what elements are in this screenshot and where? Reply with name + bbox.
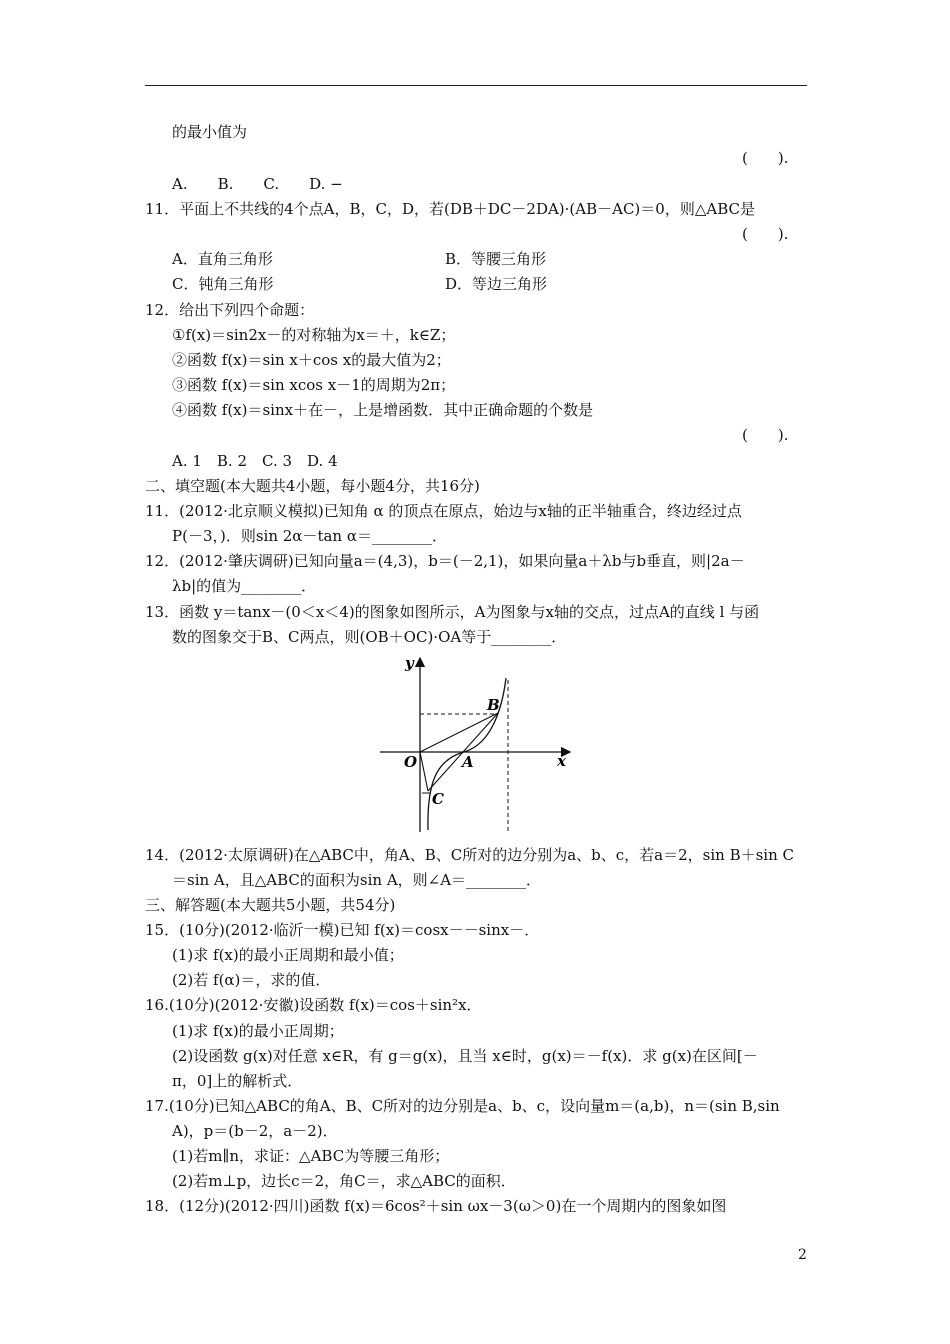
solve-16-part2: (2)设函数 g(x)对任意 x∈R，有 g＝g(x)，且当 x∈时，g(x)＝－f(x)．求 g(x)在区间[－ — [172, 1047, 758, 1065]
point-a-label: A — [462, 753, 474, 771]
fill-11: 11．(2012·北京顺义模拟)已知角 α 的顶点在原点，始边与x轴的正半轴重合，终边经过点 — [145, 502, 742, 520]
answer-paren: ( ). — [742, 426, 789, 444]
point-c-label: C — [432, 790, 444, 808]
text-line: 的最小值为 — [172, 123, 248, 141]
options-line: A. 1 B. 2 C. 3 D. 4 — [172, 452, 338, 470]
question-11: 11．平面上不共线的4个点A，B，C，D，若(DB＋DC－2DA)·(AB－AC)＝0，则△ABC是 — [145, 200, 755, 218]
fill-13-cont: 数的图象交于B、C两点，则(OB＋OC)·OA等于________． — [172, 628, 567, 646]
answer-paren: ( ). — [742, 225, 789, 243]
header-rule — [145, 85, 807, 86]
solve-16: 16.(10分)(2012·安徽)设函数 f(x)＝cos＋sin²x． — [145, 996, 482, 1014]
section-heading: 三、解答题(本大题共5小题，共54分) — [145, 896, 396, 914]
x-axis-label: x — [557, 752, 566, 770]
solve-15-part1: (1)求 f(x)的最小正周期和最小值； — [172, 946, 404, 964]
option-d: D．等边三角形 — [445, 275, 548, 293]
proposition-3: ③函数 f(x)＝sin xcos x－1的周期为2π； — [172, 376, 456, 394]
tan-graph-figure — [375, 650, 580, 835]
y-axis-label: y — [405, 654, 414, 672]
solve-17-part1: (1)若m∥n，求证：△ABC为等腰三角形； — [172, 1147, 450, 1165]
origin-label: O — [404, 753, 418, 771]
solve-18: 18．(12分)(2012·四川)函数 f(x)＝6cos²＋sin ωx－3(ω＞0)在一个周期内的图象如图 — [145, 1197, 727, 1215]
segment-ob — [420, 713, 498, 752]
segment-oc — [420, 752, 428, 791]
fill-12-cont: λb|的值为________． — [172, 577, 317, 595]
page-number: 2 — [798, 1247, 807, 1263]
proposition-2: ②函数 f(x)＝sin x＋cos x的最大值为2； — [172, 351, 451, 369]
option-a: A．直角三角形 — [172, 250, 273, 268]
solve-17-part2: (2)若m⊥p，边长c＝2，角C＝，求△ABC的面积． — [172, 1172, 516, 1190]
solve-17-cont: A)，p＝(b－2，a－2)． — [172, 1122, 338, 1140]
section-heading: 二、填空题(本大题共4小题，每小题4分，共16分) — [145, 477, 480, 495]
proposition-4: ④函数 f(x)＝sinx＋在－，上是增函数．其中正确命题的个数是 — [172, 401, 594, 419]
fill-14-cont: ＝sin A，且△ABC的面积为sin A，则∠A＝________． — [172, 871, 542, 889]
answer-paren: ( ). — [742, 149, 789, 167]
options-line: A. B. C. D. − — [172, 175, 343, 193]
fill-13: 13．函数 y＝tanx－(0＜x＜4)的图象如图所示，A为图象与x轴的交点，过点A的直线 l 与函 — [145, 603, 760, 621]
option-b: B．等腰三角形 — [445, 250, 547, 268]
solve-15-part2: (2)若 f(α)＝，求的值． — [172, 971, 331, 989]
solve-16-part1: (1)求 f(x)的最小正周期； — [172, 1022, 344, 1040]
point-b-label: B — [487, 696, 500, 714]
solve-16-part2-cont: π，0]上的解析式． — [172, 1072, 303, 1090]
solve-17: 17.(10分)已知△ABC的角A、B、C所对的边分别是a、b、c，设向量m＝(a,b)，n＝(sin B,sin — [145, 1097, 780, 1115]
option-c: C．钝角三角形 — [172, 275, 274, 293]
solve-15: 15．(10分)(2012·临沂一模)已知 f(x)＝cosx－－sinx－． — [145, 921, 540, 939]
question-12: 12．给出下列四个命题： — [145, 301, 315, 319]
fill-12: 12．(2012·肇庆调研)已知向量a＝(4,3)，b＝(－2,1)，如果向量a＋λb与b垂直，则|2a－ — [145, 552, 745, 570]
proposition-1: ①f(x)＝sin2x－的对称轴为x＝＋，k∈Z； — [172, 326, 456, 344]
fill-11-cont: P(－3，)．则sin 2α－tan α＝________． — [172, 527, 447, 545]
fill-14: 14．(2012·太原调研)在△ABC中，角A、B、C所对的边分别为a、b、c，若a＝2，sin B＋sin C — [145, 846, 794, 864]
